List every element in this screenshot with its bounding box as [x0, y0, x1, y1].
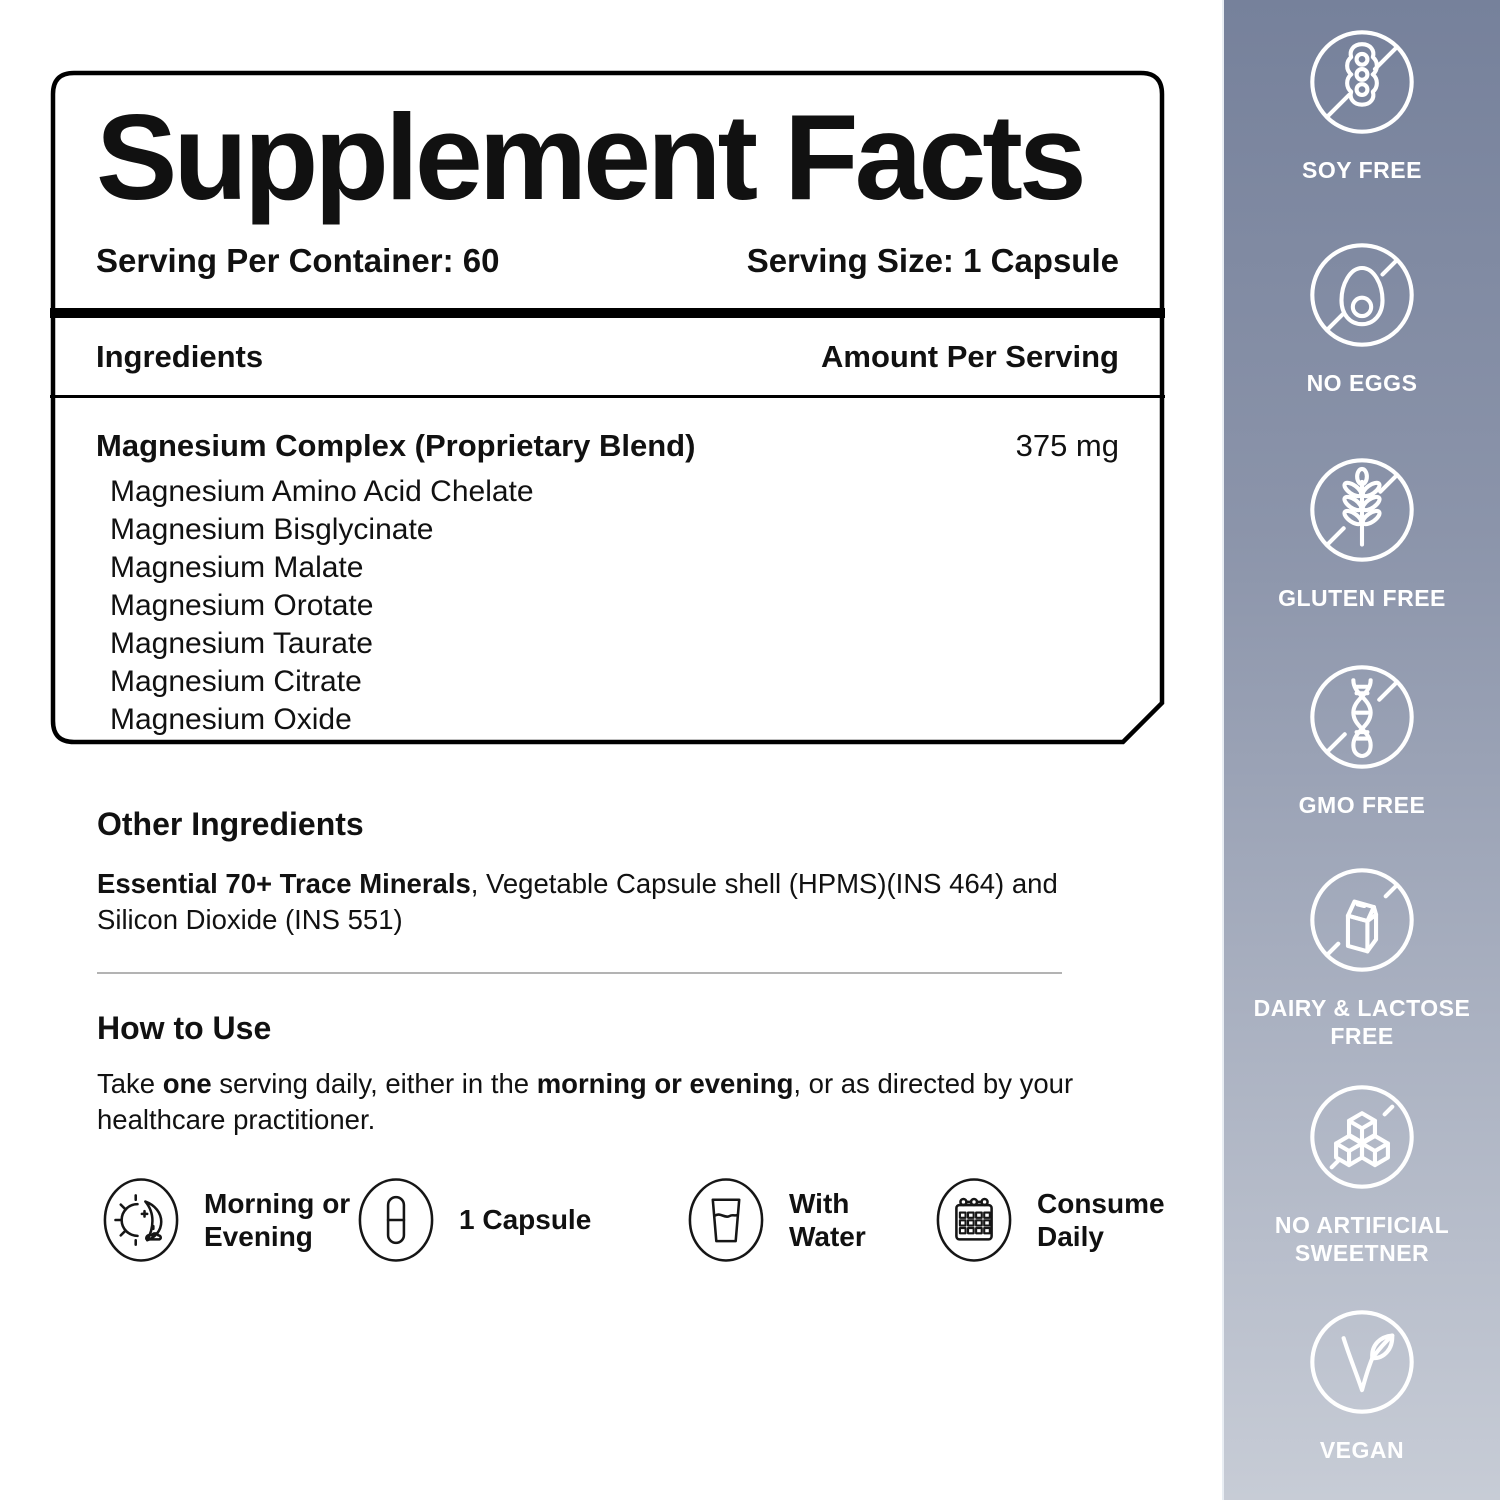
how-to-use-heading: How to Use [97, 1010, 272, 1046]
sun-moon-icon [97, 1170, 185, 1270]
usage-label-line: Consume [1037, 1187, 1165, 1219]
no-artificial-sweetner-icon [1308, 1083, 1416, 1191]
sub-ingredient-list [96, 473, 1119, 739]
dairy-lactose-free-icon [1308, 866, 1416, 974]
calendar-icon [930, 1170, 1018, 1270]
main-ingredient-name: Magnesium Complex (Proprietary Blend) [96, 428, 696, 463]
gluten-free-icon [1308, 456, 1416, 564]
gmo-free-icon [1308, 663, 1416, 771]
howto-seg: serving daily, either in the [211, 1068, 537, 1099]
vegan-icon [1308, 1308, 1416, 1416]
panel-title: Supplement Facts [96, 89, 1083, 225]
badge-soy-free [1224, 28, 1500, 184]
usage-label-line: Morning or [204, 1187, 351, 1219]
thick-divider-bar [50, 308, 1165, 318]
usage-item-with-water [682, 1170, 866, 1270]
usage-item-morning-evening [97, 1170, 350, 1270]
badge-gmo-free [1224, 663, 1500, 819]
badge-no-artificial-sweetner [1224, 1083, 1500, 1267]
other-ingredients-heading: Other Ingredients [97, 806, 364, 842]
badge-label: DAIRY & LACTOSE FREE [1253, 995, 1471, 1050]
supplement-facts-panel [50, 70, 1165, 745]
dietary-badges-sidebar [1222, 0, 1500, 1500]
sub-ingredient: Magnesium Oxide [110, 703, 352, 736]
sub-ingredient: Magnesium Orotate [110, 589, 374, 622]
serving-per-container: Serving Per Container: 60 [96, 242, 500, 279]
capsule-icon [352, 1170, 440, 1270]
howto-seg-bold: morning or evening [536, 1068, 794, 1099]
badge-no-eggs [1224, 241, 1500, 397]
usage-item-consume-daily [930, 1170, 1165, 1270]
usage-label-line: Daily [1037, 1221, 1104, 1252]
no-eggs-icon [1308, 241, 1416, 349]
badge-dairy-lactose-free [1224, 866, 1500, 1050]
badge-label: GMO FREE [1298, 792, 1426, 818]
other-ingredients-rest: , Vegetable Capsule shell (HPMS)(INS 464) and Silicon Dioxide (INS 551) [97, 868, 1058, 935]
sub-ingredient: Magnesium Bisglycinate [110, 513, 434, 546]
usage-label-line: With [789, 1187, 850, 1219]
usage-item-capsule [352, 1170, 591, 1270]
usage-label-line: 1 Capsule [459, 1204, 592, 1236]
water-glass-icon [682, 1170, 770, 1270]
badge-label: GLUTEN FREE [1278, 585, 1446, 611]
main-ingredient-row [96, 428, 1119, 464]
badge-label: SOY FREE [1302, 157, 1422, 183]
main-ingredient-amount: 375 mg [1015, 428, 1119, 463]
badge-label: NO ARTIFICIAL SWEETNER [1274, 1212, 1450, 1267]
section-divider [97, 972, 1062, 974]
badge-label: VEGAN [1319, 1437, 1405, 1463]
howto-seg: , or as directed by your healthcare practitioner. [97, 1068, 1074, 1135]
sub-ingredient: Magnesium Amino Acid Chelate [110, 475, 534, 508]
howto-seg: Take [97, 1068, 163, 1099]
sub-ingredient: Magnesium Malate [110, 551, 364, 584]
serving-size: Serving Size: 1 Capsule [746, 242, 1119, 279]
how-to-use-text [97, 1066, 1142, 1138]
badge-gluten-free [1224, 456, 1500, 612]
usage-label-line: Water [789, 1221, 866, 1252]
sub-ingredient: Magnesium Taurate [110, 627, 373, 660]
badge-label: NO EGGS [1306, 370, 1418, 396]
column-header-ingredients: Ingredients [96, 338, 264, 374]
other-ingredients-text [97, 866, 1092, 938]
usage-label-line: Evening [204, 1221, 313, 1252]
soy-free-icon [1308, 28, 1416, 136]
column-header-amount: Amount Per Serving [821, 338, 1119, 374]
other-ingredients-lead: Essential 70+ Trace Minerals [97, 868, 471, 899]
howto-seg-bold: one [162, 1068, 212, 1099]
sub-ingredient: Magnesium Citrate [110, 665, 362, 698]
badge-vegan [1224, 1308, 1500, 1464]
